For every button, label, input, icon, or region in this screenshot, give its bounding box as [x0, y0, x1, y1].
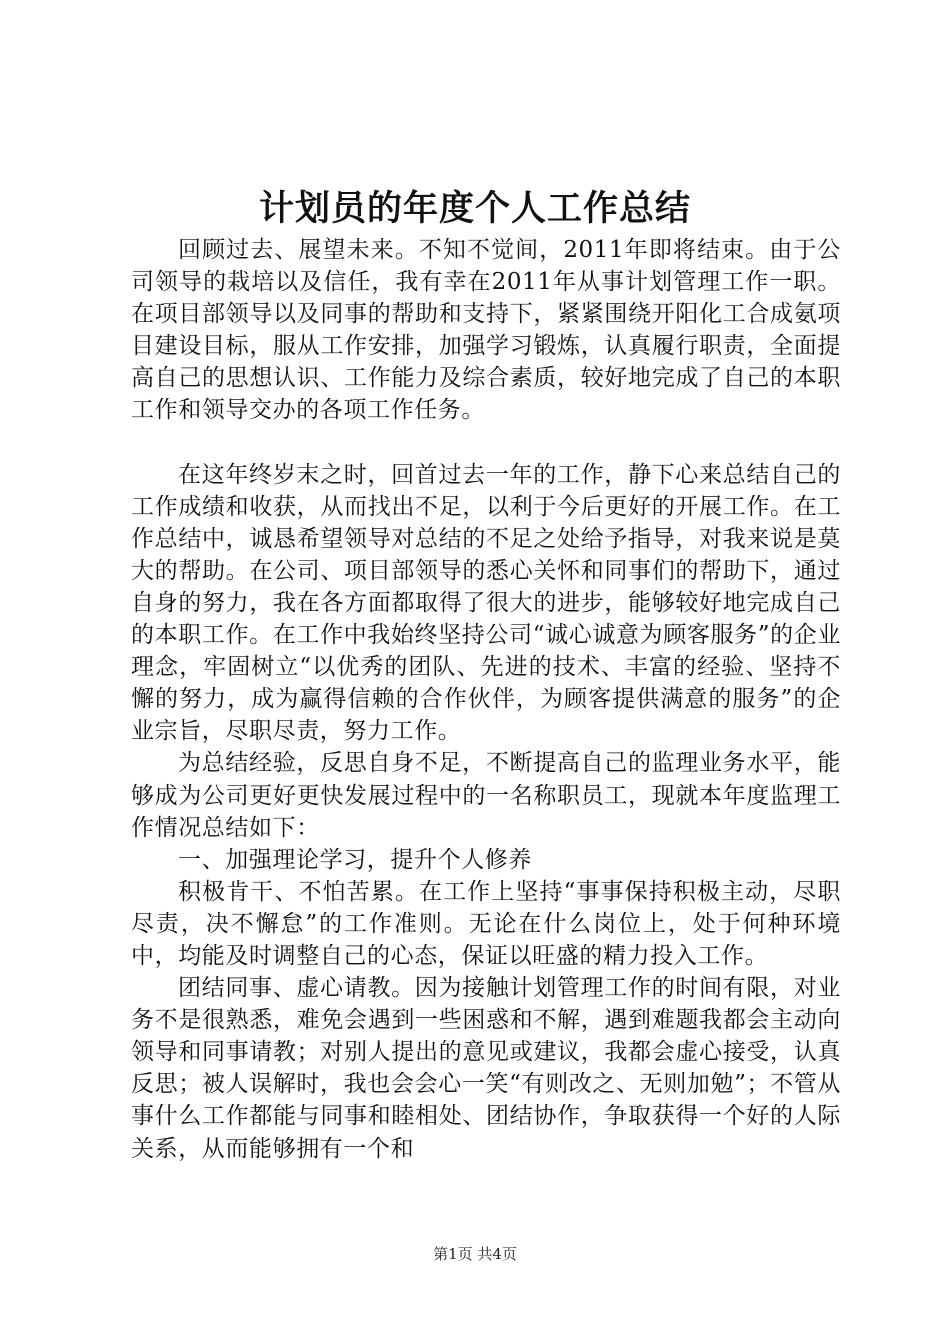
paragraph-reflection: 在这年终岁末之时，回首过去一年的工作，静下心来总结自己的工作成绩和收获，从而找出不足，以利于今后更好的开展工作。在工作总结中，诚恳希望领导对总结的不足之处给予指导，对我来说是莫大的帮助。在公司、项目部领导的悉心关怀和同事们的帮助下，通过自身的努力，我在各方面都取得了很大的进步，能够较好地完成自己的本职工作。在工作中我始终坚持公司“诚心诚意为顾客服务”的企业理念，牢固树立“以优秀的团队、先进的技术、丰富的经验、坚持不懈的努力，成为赢得信赖的合作伙伴，为顾客提供满意的服务”的企业宗旨，尽职尽责，努力工作。	[131, 461, 841, 745]
paragraph-teamwork: 团结同事、虚心请教。因为接触计划管理工作的时间有限，对业务不是很熟悉，难免会遇到一些困惑和不解，遇到难题我都会主动向领导和同事请教；对别人提出的意见或建议，我都会虚心接受，认真反思；被人误解时，我也会会心一笑“有则改之、无则加勉”；不管从事什么工作都能与同事和睦相处、团结协作，争取获得一个好的人际关系，从而能够拥有一个和	[131, 975, 841, 1162]
section-heading-1: 一、加强理论学习，提升个人修养	[178, 846, 532, 873]
document-body	[131, 234, 841, 1165]
page-number-footer: 第1页 共4页	[433, 1245, 517, 1263]
paragraph-intro: 回顾过去、展望未来。不知不觉间，2011年即将结束。由于公司领导的栽培以及信任，我有幸在2011年从事计划管理工作一职。在项目部领导以及同事的帮助和支持下，紧紧围绕开阳化工合成氨项目建设目标，服从工作安排，加强学习锻炼，认真履行职责，全面提高自己的思想认识、工作能力及综合素质，较好地完成了自己的本职工作和领导交办的各项工作任务。	[131, 237, 841, 424]
paragraph-purpose: 为总结经验，反思自身不足，不断提高自己的监理业务水平，能够成为公司更好更快发展过程中的一名称职员工，现就本年度监理工作情况总结如下：	[131, 750, 841, 841]
document-title: 计划员的年度个人工作总结	[258, 188, 691, 229]
paragraph-attitude: 积极肯干、不怕苦累。在工作上坚持“事事保持积极主动，尽职尽责，决不懈怠”的工作准则。无论在什么岗位上，处于何种环境中，均能及时调整自己的心态，保证以旺盛的精力投入工作。	[131, 878, 841, 969]
paragraph-spacer	[131, 427, 841, 459]
